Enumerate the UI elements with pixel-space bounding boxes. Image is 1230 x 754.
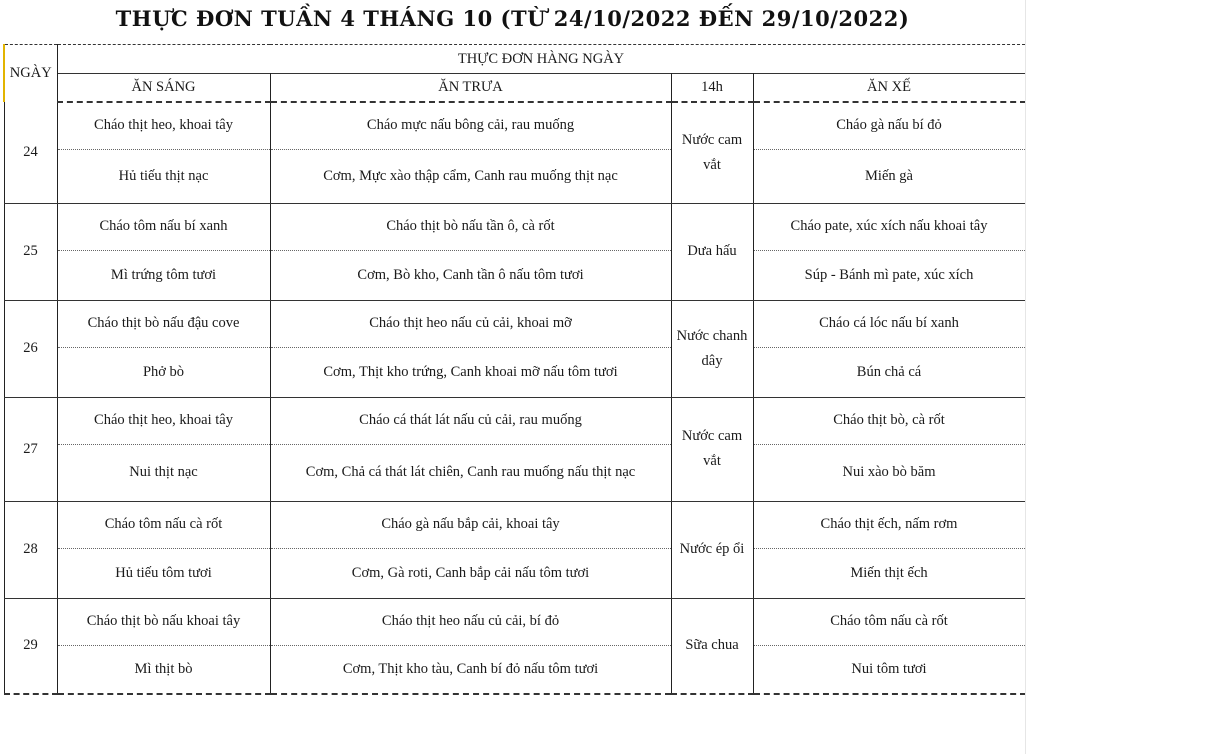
lunch-cell[interactable]: Cháo mực nấu bông cải, rau muống <box>270 102 671 149</box>
header-breakfast[interactable]: ĂN SÁNG <box>57 74 270 103</box>
breakfast-cell[interactable]: Cháo thịt bò nấu khoai tây <box>57 598 270 645</box>
snack-14h-cell[interactable]: Nước cam vắt <box>671 397 753 501</box>
afternoon-snack-cell[interactable]: Cháo cá lóc nấu bí xanh <box>753 300 1025 347</box>
afternoon-snack-cell[interactable]: Cháo pate, xúc xích nấu khoai tây <box>753 203 1025 250</box>
afternoon-snack-cell[interactable]: Súp - Bánh mì pate, xúc xích <box>753 250 1025 300</box>
menu-body <box>4 102 1025 694</box>
lunch-cell[interactable]: Cơm, Thịt kho tàu, Canh bí đỏ nấu tôm tươi <box>270 645 671 694</box>
breakfast-cell[interactable]: Cháo tôm nấu cà rốt <box>57 501 270 548</box>
breakfast-cell[interactable]: Cháo thịt heo, khoai tây <box>57 397 270 444</box>
menu-table <box>3 44 1026 695</box>
header-group[interactable]: THỰC ĐƠN HÀNG NGÀY <box>57 45 1025 74</box>
day-cell[interactable]: 29 <box>4 598 57 694</box>
snack-14h-cell[interactable]: Nước cam vắt <box>671 102 753 203</box>
afternoon-snack-cell[interactable]: Cháo gà nấu bí đỏ <box>753 102 1025 149</box>
breakfast-cell[interactable]: Cháo thịt bò nấu đậu cove <box>57 300 270 347</box>
afternoon-snack-cell[interactable]: Cháo thịt bò, cà rốt <box>753 397 1025 444</box>
breakfast-cell[interactable]: Nui thịt nạc <box>57 444 270 501</box>
header-14h[interactable]: 14h <box>671 74 753 103</box>
header-lunch[interactable]: ĂN TRƯA <box>270 74 671 103</box>
afternoon-snack-cell[interactable]: Nui xào bò băm <box>753 444 1025 501</box>
day-cell[interactable]: 27 <box>4 397 57 501</box>
lunch-cell[interactable]: Cháo thịt heo nấu củ cải, bí đỏ <box>270 598 671 645</box>
snack-14h-cell[interactable]: Nước chanh dây <box>671 300 753 397</box>
afternoon-snack-cell[interactable]: Bún chả cá <box>753 347 1025 397</box>
lunch-cell[interactable]: Cơm, Bò kho, Canh tần ô nấu tôm tươi <box>270 250 671 300</box>
day-cell[interactable]: 24 <box>4 102 57 203</box>
breakfast-cell[interactable]: Hủ tiếu thịt nạc <box>57 149 270 203</box>
afternoon-snack-cell[interactable]: Miến thịt ếch <box>753 548 1025 598</box>
afternoon-snack-cell[interactable]: Cháo tôm nấu cà rốt <box>753 598 1025 645</box>
lunch-cell[interactable]: Cháo thịt heo nấu củ cải, khoai mỡ <box>270 300 671 347</box>
page-title: THỰC ĐƠN TUẦN 4 THÁNG 10 (TỪ 24/10/2022 ĐẾN 29/10/2022) <box>115 6 910 31</box>
day-cell[interactable]: 28 <box>4 501 57 598</box>
snack-14h-cell[interactable]: Dưa hấu <box>671 203 753 300</box>
breakfast-cell[interactable]: Mì trứng tôm tươi <box>57 250 270 300</box>
breakfast-cell[interactable]: Cháo thịt heo, khoai tây <box>57 102 270 149</box>
lunch-cell[interactable]: Cơm, Gà roti, Canh bắp cải nấu tôm tươi <box>270 548 671 598</box>
breakfast-cell[interactable]: Hủ tiếu tôm tươi <box>57 548 270 598</box>
afternoon-snack-cell[interactable]: Nui tôm tươi <box>753 645 1025 694</box>
breakfast-cell[interactable]: Cháo tôm nấu bí xanh <box>57 203 270 250</box>
breakfast-cell[interactable]: Mì thịt bò <box>57 645 270 694</box>
header-afternoon-snack[interactable]: ĂN XẾ <box>753 74 1025 103</box>
empty-sheet-area <box>1025 0 1230 754</box>
lunch-cell[interactable]: Cháo cá thát lát nấu củ cải, rau muống <box>270 397 671 444</box>
snack-14h-cell[interactable]: Sữa chua <box>671 598 753 694</box>
afternoon-snack-cell[interactable]: Cháo thịt ếch, nấm rơm <box>753 501 1025 548</box>
lunch-cell[interactable]: Cơm, Chả cá thát lát chiên, Canh rau muống nấu thịt nạc <box>270 444 671 501</box>
day-cell[interactable]: 26 <box>4 300 57 397</box>
day-cell[interactable]: 25 <box>4 203 57 300</box>
lunch-cell[interactable]: Cơm, Mực xào thập cẩm, Canh rau muống thịt nạc <box>270 149 671 203</box>
lunch-cell[interactable]: Cơm, Thịt kho trứng, Canh khoai mỡ nấu tôm tươi <box>270 347 671 397</box>
lunch-cell[interactable]: Cháo thịt bò nấu tần ô, cà rốt <box>270 203 671 250</box>
breakfast-cell[interactable]: Phở bò <box>57 347 270 397</box>
lunch-cell[interactable]: Cháo gà nấu bắp cải, khoai tây <box>270 501 671 548</box>
header-ngay[interactable]: NGÀY <box>4 45 57 103</box>
afternoon-snack-cell[interactable]: Miến gà <box>753 149 1025 203</box>
snack-14h-cell[interactable]: Nước ép ổi <box>671 501 753 598</box>
